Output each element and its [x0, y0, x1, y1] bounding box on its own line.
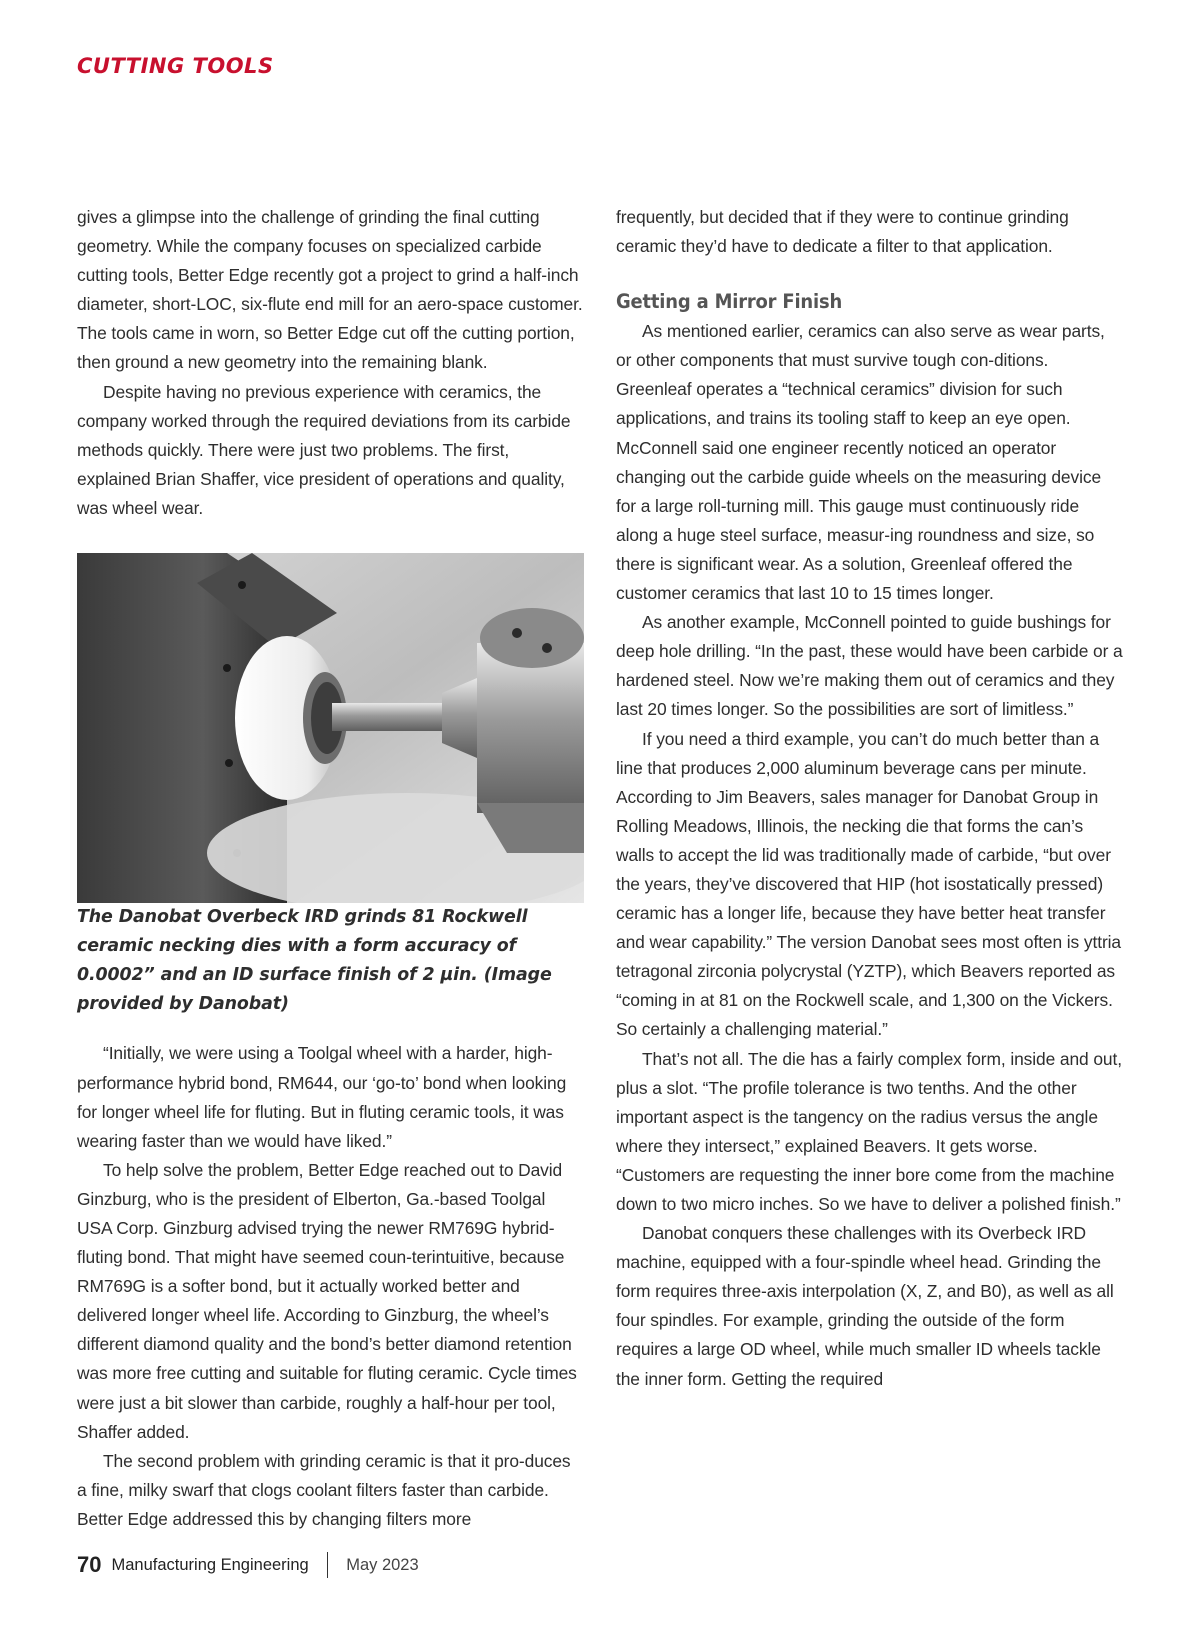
left-paragraph-5: The second problem with grinding ceramic is that it pro-duces a fine, milky swarf that clogs coolant filters faster than carbide. Better Edge addressed this by changing filters more [77, 1450, 571, 1529]
grinding-machine-illustration [77, 553, 584, 903]
right-column [616, 203, 1123, 1394]
page-footer [77, 1552, 419, 1578]
figure-caption: The Danobat Overbeck IRD grinds 81 Rockwell ceramic necking dies with a form accuracy of 0.0002” and an ID surface finish of 2 µin. (Image provided by Danobat) [77, 907, 552, 1015]
publication-name: Manufacturing Engineering [111, 1555, 309, 1574]
left-paragraph-4: To help solve the problem, Better Edge reached out to David Ginzburg, who is the president of Elberton, Ga.-based Toolgal USA Corp. Ginzburg advised trying the newer RM769G hybrid-fluting bond. That might have seemed coun-terintuitive, because RM769G is a softer bond, but it actually worked better and delivered longer wheel life. According to Ginzburg, the wheel’s different diamond quality and the bond’s better diamond retention was more free cutting and suitable for fluting ceramic. Cycle times were just a bit slower than carbide, roughly a half-hour per tool, Shaffer added. [77, 1159, 577, 1442]
figure [77, 553, 584, 1019]
right-paragraph-2: As mentioned earlier, ceramics can also serve as wear parts, or other components that must survive tough con-ditions. Greenleaf operates a “technical ceramics” division for such applications, and trains its tooling staff to keep an eye open. McConnell said one engineer recently noticed an operator changing out the carbide guide wheels on the measuring device for a large roll-turning mill. This gauge must continuously ride along a huge steel surface, measur-ing roundness and size, so there is significant wear. As a solution, Greenleaf offered the customer ceramics that last 10 to 15 times longer. [616, 321, 1105, 604]
left-paragraph-3: “Initially, we were using a Toolgal wheel with a harder, high-performance hybrid bond, RM644, our ‘go-to’ bond when looking for longer wheel life for fluting. But in fluting ceramic tools, it was wearing faster than we would have liked.” [77, 1043, 567, 1151]
page-number: 70 [77, 1552, 102, 1577]
machine-photo [77, 553, 584, 903]
section-label: CUTTING TOOLS [77, 54, 274, 78]
issue-date: May 2023 [346, 1555, 419, 1574]
left-column [77, 203, 584, 1534]
right-paragraph-3: As another example, McConnell pointed to guide bushings for deep hole drilling. “In the past, these would have been carbide or a hardened steel. Now we’re making them out of ceramics and they last 20 times longer. So the possibilities are sort of limitless.” [616, 612, 1123, 720]
left-paragraph-2: Despite having no previous experience with ceramics, the company worked through the required deviations from its carbide methods quickly. There were just two problems. The first, explained Brian Shaffer, vice president of operations and quality, was wheel wear. [77, 381, 571, 518]
right-paragraph-4: If you need a third example, you can’t do much better than a line that produces 2,000 aluminum beverage cans per minute. According to Jim Beavers, sales manager for Danobat Group in Rolling Meadows, Illinois, the necking die that forms the can’s walls to accept the lid was traditionally made of carbide, “but over the years, they’ve discovered that HIP (hot isostatically pressed) ceramic has a longer life, because they have better heat transfer and wear capability.” The version Danobat sees most often is yttria tetragonal zirconia polycrystal (YZTP), which Beavers reported as “coming in at 81 on the Rockwell scale, and 1,300 on the Vickers. So certainly a challenging material.” [616, 728, 1121, 1040]
right-paragraph-1: frequently, but decided that if they were to continue grinding ceramic they’d have to dedicate a filter to that application. [616, 207, 1069, 257]
right-paragraph-5: That’s not all. The die has a fairly complex form, inside and out, plus a slot. “The profile tolerance is two tenths. And the other important aspect is the tangency on the radius versus the angle where they intersect,” explained Beavers. It gets worse. “Customers are requesting the inner bore come from the machine down to two micro inches. So we have to deliver a polished finish.” [616, 1048, 1122, 1214]
footer-divider [327, 1552, 329, 1578]
subheading: Getting a Mirror Finish [616, 290, 843, 314]
right-paragraph-6: Danobat conquers these challenges with its Overbeck IRD machine, equipped with a four-spindle wheel head. Grinding the form requires three-axis interpolation (X, Z, and B0), as well as all four spindles. For example, grinding the outside of the form requires a large OD wheel, while much smaller ID wheels tackle the inner form. Getting the required [616, 1223, 1114, 1389]
left-paragraph-1: gives a glimpse into the challenge of grinding the final cutting geometry. While the company focuses on specialized carbide cutting tools, Better Edge recently got a project to grind a half-inch diameter, short-LOC, six-flute end mill for an aero-space customer. The tools came in worn, so Better Edge cut off the cutting portion, then ground a new geometry into the remaining blank. [77, 207, 583, 373]
